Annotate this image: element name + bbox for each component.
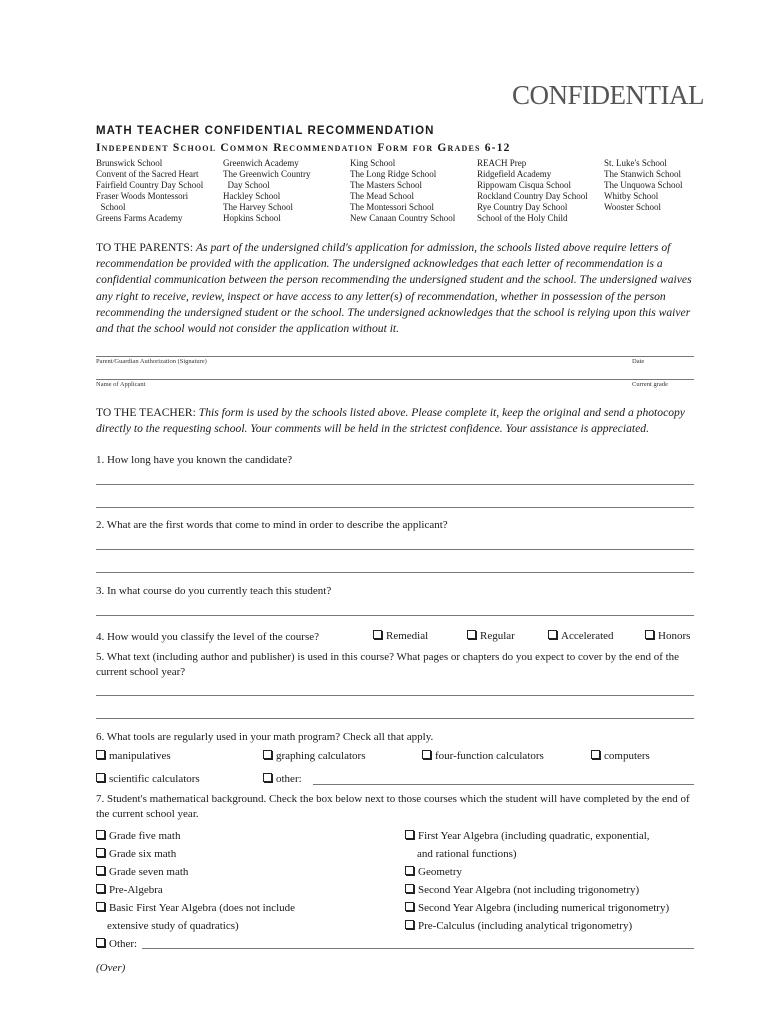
checkbox-icon	[405, 920, 414, 929]
question-4: 4. How would you classify the level of the course?	[96, 631, 319, 643]
option-regular[interactable]: Regular	[467, 630, 515, 642]
school-name: The Montessori School	[350, 202, 434, 213]
school-name: The Unquowa School	[604, 180, 683, 191]
school-name: The Masters School	[350, 180, 422, 191]
teacher-notice	[96, 405, 696, 437]
checkbox-icon	[405, 830, 414, 839]
school-name: Rye Country Day School	[477, 202, 568, 213]
school-name: Fraser Woods Montessori	[96, 191, 189, 202]
parents-notice	[96, 240, 696, 337]
current-grade-label: Current grade	[632, 381, 668, 388]
checkbox-icon	[373, 630, 382, 639]
checkbox-icon	[96, 750, 105, 759]
other-course-line[interactable]	[142, 948, 694, 949]
course-grade-five[interactable]: Grade five math	[96, 827, 180, 845]
course-grade-seven[interactable]: Grade seven math	[96, 863, 188, 881]
question-6: 6. What tools are regularly used in your math program? Check all that apply.	[96, 731, 434, 743]
school-name: The Harvey School	[223, 202, 293, 213]
course-other[interactable]: Other:	[96, 935, 137, 953]
course-pre-algebra[interactable]: Pre-Algebra	[96, 881, 163, 899]
checkbox-icon	[405, 866, 414, 875]
checkbox-icon	[405, 902, 414, 911]
checkbox-icon	[96, 830, 105, 839]
school-name: The Long Ridge School	[350, 169, 437, 180]
school-name: Hackley School	[223, 191, 281, 202]
question-7: 7. Student's mathematical background. Check the box below next to those courses which the student will have completed by the end of the current school year.	[96, 793, 690, 820]
answer-line[interactable]	[96, 718, 694, 719]
answer-line[interactable]	[96, 507, 694, 508]
school-name: School	[96, 202, 126, 213]
school-name: Greenwich Academy	[223, 158, 299, 168]
form-subtitle: Independent School Common Recommendation Form for Grades 6-12	[96, 142, 511, 154]
school-name: St. Luke's School	[604, 158, 667, 168]
option-accelerated[interactable]: Accelerated	[548, 630, 614, 642]
question-5: 5. What text (including author and publisher) is used in this course? What pages or chapters do you expect to cover by the end of the current school year?	[96, 651, 680, 678]
answer-line[interactable]	[96, 549, 694, 550]
school-name: Convent of the Sacred Heart	[96, 169, 199, 180]
question-1: 1. How long have you known the candidate?	[96, 454, 293, 466]
school-name: Brunswick School	[96, 158, 163, 168]
course-first-year-algebra-continuation: and rational functions)	[417, 848, 517, 860]
course-second-year-algebra-no-trig[interactable]: Second Year Algebra (not including trigonometry)	[405, 881, 639, 899]
question-2: 2. What are the first words that come to mind in order to describe the applicant?	[96, 519, 448, 531]
checkbox-icon	[263, 750, 272, 759]
checkbox-icon	[96, 884, 105, 893]
school-column-5	[604, 158, 683, 213]
option-other-tools[interactable]: other:	[263, 773, 302, 785]
form-title: MATH TEACHER CONFIDENTIAL RECOMMENDATION	[96, 125, 435, 137]
checkbox-icon	[96, 938, 105, 947]
parents-text: As part of the undersigned child's application for admission, the schools listed above require letters of recommendation be provided with the application. The undersigned acknowledges that each letter of recommendation is a confidential communication between the person recommending the undersigned student and the school. The undersigned waives any right to receive, review, inspect or have access to any letter(s) of recommendation, whether in possession of the person recommending the undersigned student or the school. The undersigned acknowledges that the school is relying upon this waiver and that the school would not consider the application without it.	[96, 241, 692, 336]
school-name: Rippowam Cisqua School	[477, 180, 571, 191]
school-name: Whitby School	[604, 191, 659, 202]
school-name: New Canaan Country School	[350, 213, 456, 224]
school-name: The Greenwich Country	[223, 169, 311, 180]
answer-line[interactable]	[96, 484, 694, 485]
course-first-year-algebra[interactable]: First Year Algebra (including quadratic, exponential,	[405, 827, 650, 845]
school-column-1	[96, 158, 203, 225]
course-geometry[interactable]: Geometry	[405, 863, 462, 881]
teacher-text: This form is used by the schools listed above. Please complete it, keep the original and send a photocopy directly to the requesting school. Your comments will be held in the strictest confidence. Your assistance is appreciated.	[96, 406, 685, 436]
school-name: Rockland Country Day School	[477, 191, 588, 202]
option-graphing-calculators[interactable]: graphing calculators	[263, 750, 366, 762]
applicant-name-line[interactable]	[96, 379, 694, 380]
course-basic-first-year-algebra[interactable]: Basic First Year Algebra (does not include	[96, 899, 295, 917]
school-name: The Mead School	[350, 191, 414, 202]
date-label: Date	[632, 358, 645, 365]
checkbox-icon	[96, 773, 105, 782]
course-grade-six[interactable]: Grade six math	[96, 845, 176, 863]
parent-signature-line[interactable]	[96, 356, 694, 357]
option-remedial[interactable]: Remedial	[373, 630, 428, 642]
school-name: REACH Prep	[477, 158, 527, 168]
checkbox-icon	[645, 630, 654, 639]
answer-line[interactable]	[96, 695, 694, 696]
option-manipulatives[interactable]: manipulatives	[96, 750, 171, 762]
course-second-year-algebra-trig[interactable]: Second Year Algebra (including numerical trigonometry)	[405, 899, 669, 917]
option-four-function-calculators[interactable]: four-function calculators	[422, 750, 544, 762]
over-note: (Over)	[96, 962, 126, 974]
checkbox-icon	[467, 630, 476, 639]
checkbox-icon	[96, 902, 105, 911]
school-name: School of the Holy Child	[477, 213, 568, 224]
school-name: Hopkins School	[223, 213, 281, 224]
checkbox-icon	[591, 750, 600, 759]
school-column-2	[223, 158, 310, 225]
course-pre-calculus[interactable]: Pre-Calculus (including analytical trigonometry)	[405, 917, 632, 935]
applicant-name-label: Name of Applicant	[96, 381, 146, 388]
school-name: Fairfield Country Day School	[96, 180, 204, 191]
question-3: 3. In what course do you currently teach this student?	[96, 585, 332, 597]
school-name: Greens Farms Academy	[96, 213, 183, 224]
checkbox-icon	[548, 630, 557, 639]
school-column-4	[477, 158, 588, 225]
answer-line[interactable]	[96, 572, 694, 573]
school-name: The Stanwich School	[604, 169, 681, 180]
other-tools-line[interactable]	[313, 784, 694, 785]
course-basic-algebra-continuation: extensive study of quadratics)	[107, 920, 239, 932]
school-name: King School	[350, 158, 396, 168]
checkbox-icon	[405, 884, 414, 893]
option-honors[interactable]: Honors	[645, 630, 690, 642]
school-name: Wooster School	[604, 202, 662, 213]
option-scientific-calculators[interactable]: scientific calculators	[96, 773, 200, 785]
school-column-3	[350, 158, 455, 225]
option-computers[interactable]: computers	[591, 750, 650, 762]
answer-line[interactable]	[96, 615, 694, 616]
school-name: Ridgefield Academy	[477, 169, 552, 180]
checkbox-icon	[263, 773, 272, 782]
parents-lead: TO THE PARENTS:	[96, 241, 194, 254]
parent-signature-label: Parent/Guardian Authorization (Signature)	[96, 358, 207, 365]
teacher-lead: TO THE TEACHER:	[96, 406, 196, 419]
checkbox-icon	[96, 848, 105, 857]
confidential-heading: CONFIDENTIAL	[512, 80, 704, 110]
checkbox-icon	[422, 750, 431, 759]
checkbox-icon	[96, 866, 105, 875]
school-name: Day School	[223, 180, 270, 191]
